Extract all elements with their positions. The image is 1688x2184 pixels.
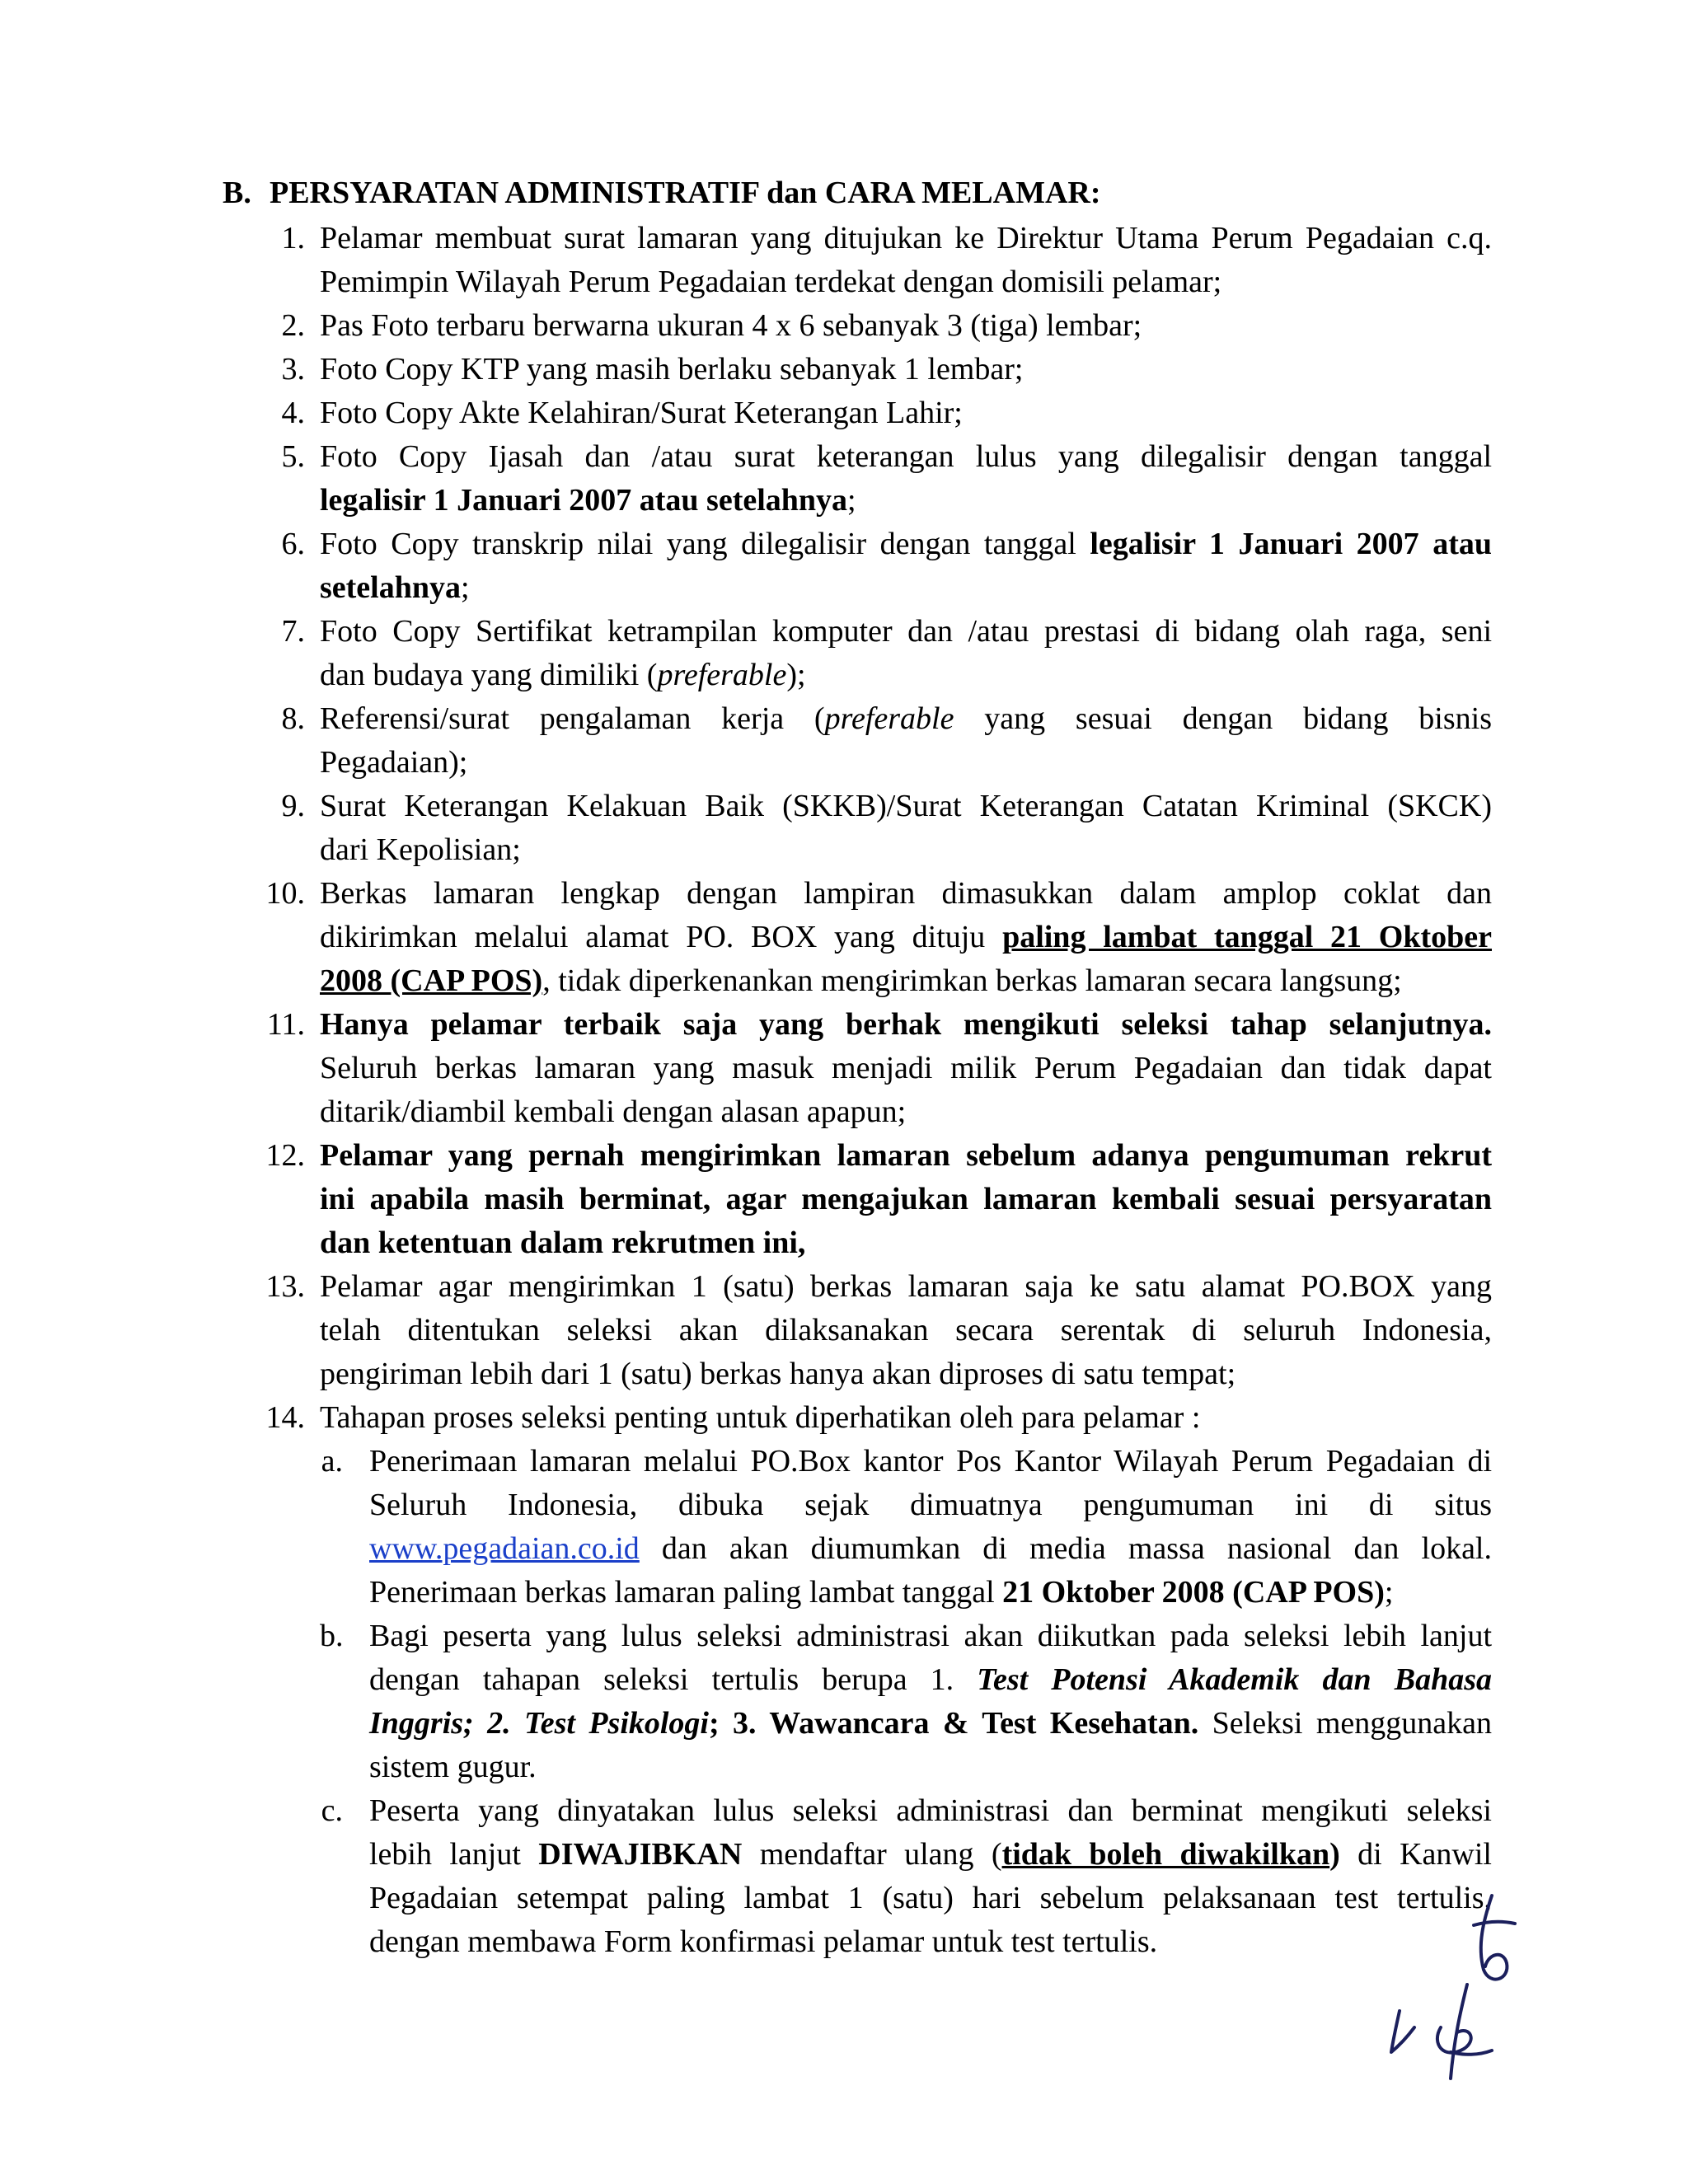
section-heading [223,171,1492,214]
section-title: PERSYARATAN ADMINISTRATIF dan CARA MELAMAR: [270,176,1101,210]
website-link[interactable]: www.pegadaian.co.id [369,1531,640,1566]
document-page: B. PERSYARATAN ADMINISTRATIF dan CARA MELAMAR: 1. Pelamar membuat surat lamaran yang ditujukan ke Direktur Utama Perum Pegadaian c.q. Pemimpin Wilayah Perum Pegadaian terdekat dengan domisili pelamar; 2. Pas Foto terbaru berwarna ukuran 4 x 6 sebanyak 3 (tiga) lembar; 3. Foto Copy KTP yang masih berlaku sebanyak 1 lembar; 4. Foto Copy Akte Kelahiran/Surat Keterangan Lahir; 5. Foto Copy Ijasah dan /atau surat keterangan lulus yang dilegalisir dengan tanggal legalisir 1 Januari 2007 atau setelahnya; 6. Foto Copy transkrip nilai yang dilegalisir dengan tanggal legalisir 1 Januari 2007 atau setelahnya; 7. Foto Copy Sertifikat ketrampilan komputer dan /atau prestasi di bidang olah raga, seni dan budaya yang dimiliki (preferable); 8. Referensi/surat pengalaman kerja (preferable yang sesuai dengan bidang bisnis Pegadaian); 9. Surat Keterangan Kelakuan Baik (SKKB)/Surat Keterangan Catatan Kriminal (SKCK) dari Kepolisian; 10. Berkas lamaran lengkap dengan lampiran dimasukkan dalam amplop coklat dan dikirimkan melalui alamat PO. BOX yang dituju paling lambat tanggal 21 Oktober 2008 (CAP POS), tidak diperkenankan mengirimkan berkas lamaran secara langsung; 11. Hanya pelamar terbaik saja yang berhak mengikuti seleksi tahap selanjutnya. Seluruh berkas lamaran yang masuk menjadi milik Perum Pegadaian dan tidak dapat ditarik/diambil kembali dengan alasan apapun; 12. Pelamar yang pernah mengirimkan lamaran sebelum adanya pengumuman rekrut ini apabila masih berminat, agar mengajukan lamaran kembali sesuai persyaratan dan ketentuan dalam rekrutmen ini, 13. Pelamar agar mengirimkan 1 (satu) berkas lamaran saja ke satu alamat PO.BOX yang telah ditentukan seleksi akan dilaksanakan secara serentak di seluruh Indonesia, pengiriman lebih dari 1 (satu) berkas hanya akan diproses di satu tempat; 14. Tahapan proses seleksi penting untuk diperhatikan oleh para pelamar : a. Penerimaan lamaran melalui PO.Box kantor Pos Kantor Wilayah Perum Pegadaian di Seluruh Indonesia, dibuka sejak dimuatnya pengumuman ini di situs www.pegadaian.co.id dan akan diumumkan di media massa nasional dan lokal. Penerimaan berkas lamaran paling lambat tanggal 21 Oktober 2008 (CAP POS); b. Bagi peserta yang lulus seleksi administrasi akan diikutkan pada seleksi lebih lanjut dengan tahapan seleksi tertulis berupa 1. Test Potensi Akademik dan Bahasa Inggris; 2. Test Psikologi; 3. Wawancara & Test Kesehatan. Seleksi menggunakan sistem gugur. c. Peserta yang dinyatakan lulus seleksi administrasi dan berminat mengikuti seleksi lebih lanjut DIWAJIBKAN mendaftar ulang (tidak boleh diwakilkan) di Kanwil Pegadaian setempat paling lambat 1 (satu) hari sebelum pelaksanaan test tertulis, dengan membawa Form konfirmasi pelamar untuk test tertulis. [0,0,1688,2184]
section-letter: B. [223,176,251,210]
handwritten-initials [1368,1887,1525,2085]
